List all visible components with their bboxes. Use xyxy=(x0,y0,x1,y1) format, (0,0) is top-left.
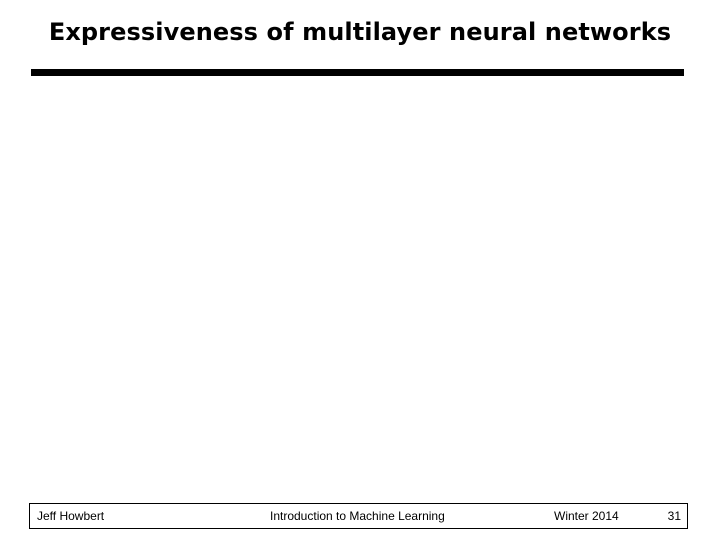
title-divider xyxy=(31,69,684,76)
slide-title: Expressiveness of multilayer neural networks xyxy=(48,18,672,46)
footer-course-title: Introduction to Machine Learning xyxy=(270,509,445,523)
footer-page-number: 31 xyxy=(667,509,681,523)
slide-footer xyxy=(29,503,688,529)
footer-term: Winter 2014 xyxy=(554,509,619,523)
slide-content-area xyxy=(31,90,684,490)
footer-author: Jeff Howbert xyxy=(37,509,105,523)
